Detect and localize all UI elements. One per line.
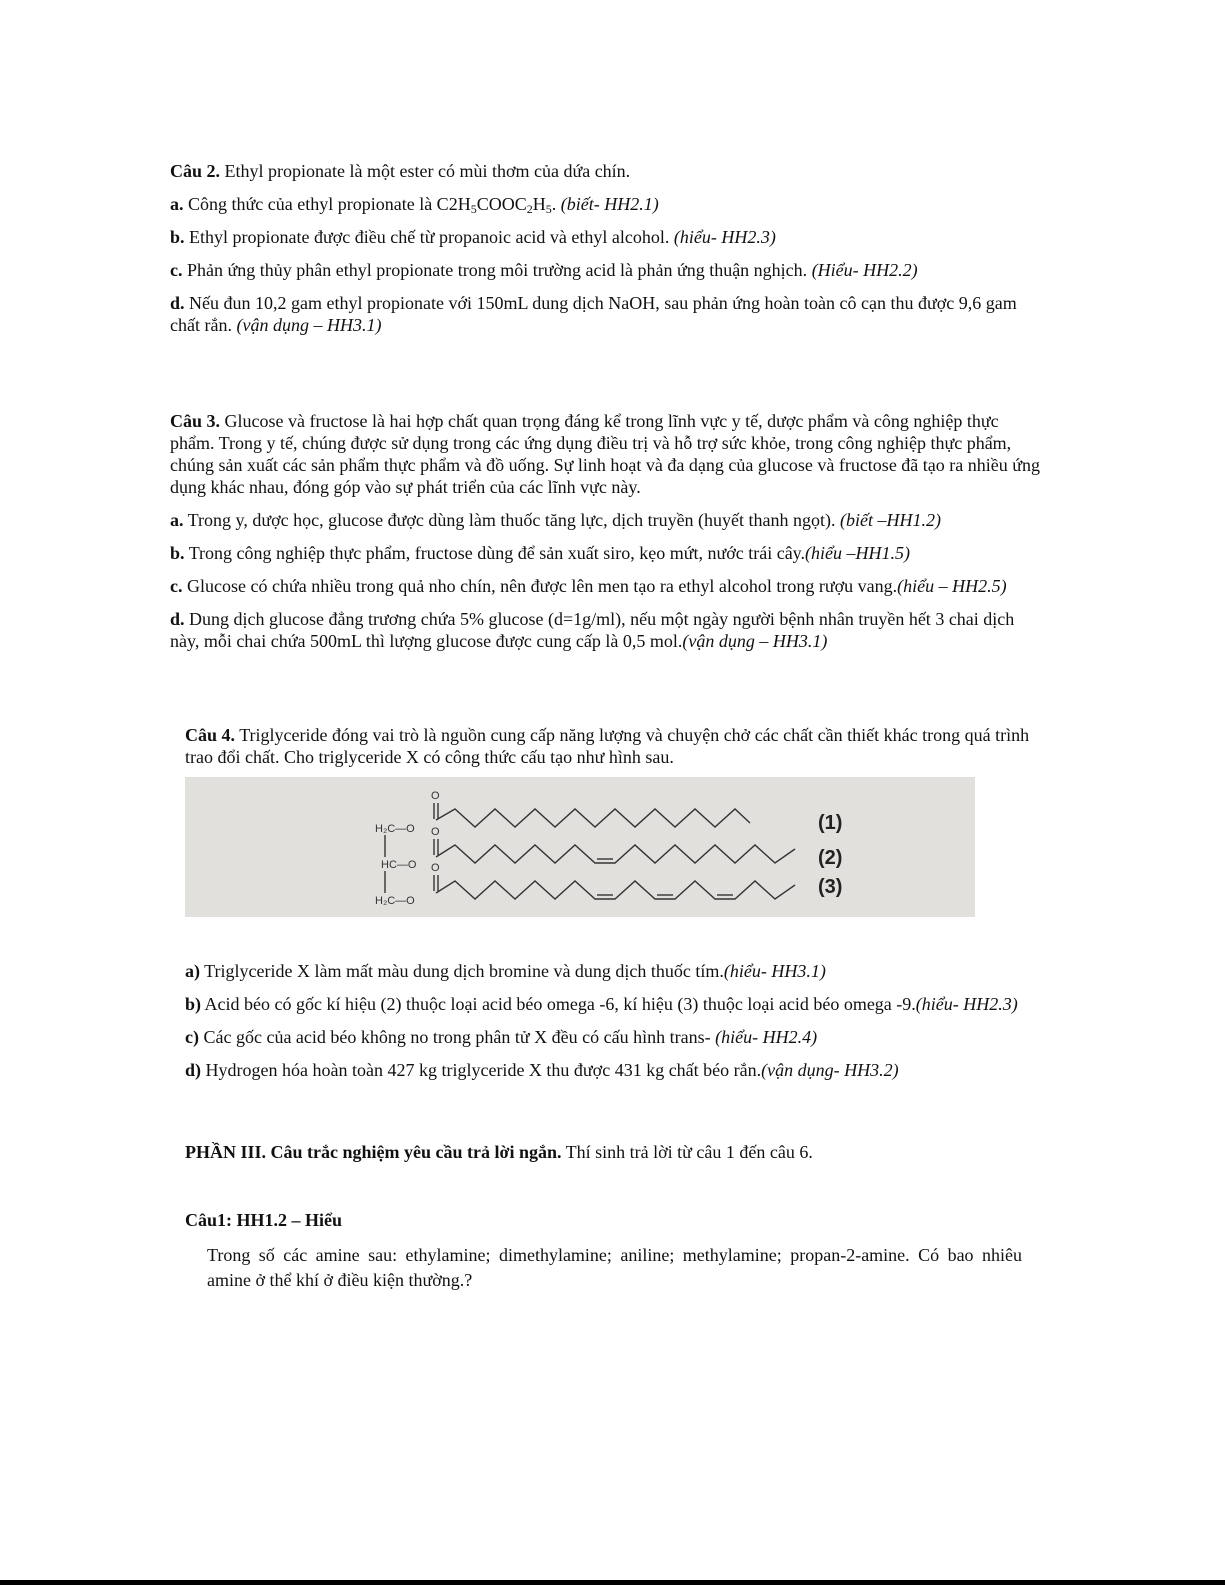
triglyceride-structure-svg	[185, 777, 975, 917]
triglyceride-structure-figure	[185, 777, 975, 917]
question-3-item-c: c. Glucose có chứa nhiều trong quả nho chín, nên được lên men tạo ra ethyl alcohol trong rượu vang.(hiểu – HH2.5)	[170, 576, 1007, 596]
question-3-item-d: d. Dung dịch glucose đẳng trương chứa 5% glucose (d=1g/ml), nếu một ngày người bệnh nhân truyền hết 3 chai dịch này, mỗi chai chứa 500mL thì lượng glucose được cung cấp là 0,5 mol.(vận dụng – HH3.1)	[170, 609, 1015, 651]
question-2-item-d: d. Nếu đun 10,2 gam ethyl propionate với 150mL dung dịch NaOH, sau phản ứng hoàn toàn cô cạn thu được 9,6 gam chất rắn. (vận dụng – HH3.1)	[170, 293, 1017, 335]
atom-o-2: O	[431, 826, 440, 838]
question-2-stem: Câu 2. Ethyl propionate là một ester có mùi thơm của dứa chín.	[170, 161, 631, 181]
question-4-item-d: d) Hydrogen hóa hoàn toàn 427 kg triglyceride X thu được 431 kg chất béo rắn.(vận dụng- HH3.2)	[185, 1060, 899, 1080]
chain-3	[436, 881, 795, 899]
question-4-stem-block	[185, 724, 1030, 768]
question-2-item-a: a. Công thức của ethyl propionate là $C2H_5COOC_2H_5$. (biết- HH2.1)	[170, 194, 659, 216]
chain-1	[436, 809, 750, 827]
chain-2	[436, 845, 795, 863]
question-1-heading: Câu1: HH1.2 – Hiểu	[185, 1210, 343, 1230]
question-3	[170, 410, 1040, 663]
question-4-item-c: c) Các gốc của acid béo không no trong phân tử X đều có cấu hình trans- (hiểu- HH2.4)	[185, 1027, 818, 1047]
question-3-item-a: a. Trong y, dược học, glucose được dùng làm thuốc tăng lực, dịch truyền (huyết thanh ngọt). (biết –HH1.2)	[170, 510, 942, 530]
part-3-heading: PHẦN III. Câu trắc nghiệm yêu cầu trả lời ngắn. Thí sinh trả lời từ câu 1 đến câu 6.	[185, 1142, 813, 1162]
question-1-text: Trong số các amine sau: ethylamine; dimethylamine; aniline; methylamine; propan-2-amine. Có bao nhiêu amine ở thể khí ở điều kiện thường.?	[207, 1245, 1022, 1290]
question-2-item-c: c. Phản ứng thủy phân ethyl propionate trong môi trường acid là phản ứng thuận nghịch. (Hiểu- HH2.2)	[170, 260, 918, 280]
chain-label-1: (1)	[818, 812, 843, 834]
chain-label-2: (2)	[818, 847, 843, 869]
atom-h2c-o-1: H₂C—O	[375, 823, 415, 835]
question-3-item-b: b. Trong công nghiệp thực phẩm, fructose dùng để sản xuất siro, kẹo mứt, nước trái cây.(hiểu –HH1.5)	[170, 543, 910, 563]
atom-o-3: O	[431, 862, 440, 874]
question-3-stem: Câu 3. Glucose và fructose là hai hợp chất quan trọng đáng kể trong lĩnh vực y tế, dược phẩm và công nghiệp thực phẩm. Trong y tế, chúng được sử dụng trong các ứng dụng điều trị và hỗ trợ sức khỏe, trong công nghiệp thực phẩm, chúng sản xuất các sản phẩm thực phẩm và đồ uống. Sự linh hoạt và đa dạng của glucose và fructose đã tạo ra nhiều ứng dụng khác nhau, đóng góp vào sự phát triển của các lĩnh vực này.	[170, 411, 1041, 497]
question-2-item-b: b. Ethyl propionate được điều chế từ propanoic acid và ethyl alcohol. (hiểu- HH2.3)	[170, 227, 776, 247]
atom-o-1: O	[431, 790, 440, 802]
page-bottom-border	[0, 1580, 1225, 1585]
chain-label-3: (3)	[818, 876, 843, 898]
question-4-item-b: b) Acid béo có gốc kí hiệu (2) thuộc loại acid béo omega -6, kí hiệu (3) thuộc loại acid béo omega -9.(hiểu- HH2.3)	[185, 994, 1018, 1014]
atom-hc-o: HC—O	[381, 859, 417, 871]
atom-h2c-o-3: H₂C—O	[375, 895, 415, 907]
question-4-items	[185, 960, 1030, 1092]
question-4-stem: Câu 4. Triglyceride đóng vai trò là nguồn cung cấp năng lượng và chuyện chở các chất cần thiết khác trong quá trình trao đổi chất. Cho triglyceride X có công thức cấu tạo như hình sau.	[185, 725, 1030, 767]
question-2	[170, 160, 1040, 347]
question-4-item-a: a) Triglyceride X làm mất màu dung dịch bromine và dung dịch thuốc tím.(hiểu- HH3.1)	[185, 961, 826, 981]
